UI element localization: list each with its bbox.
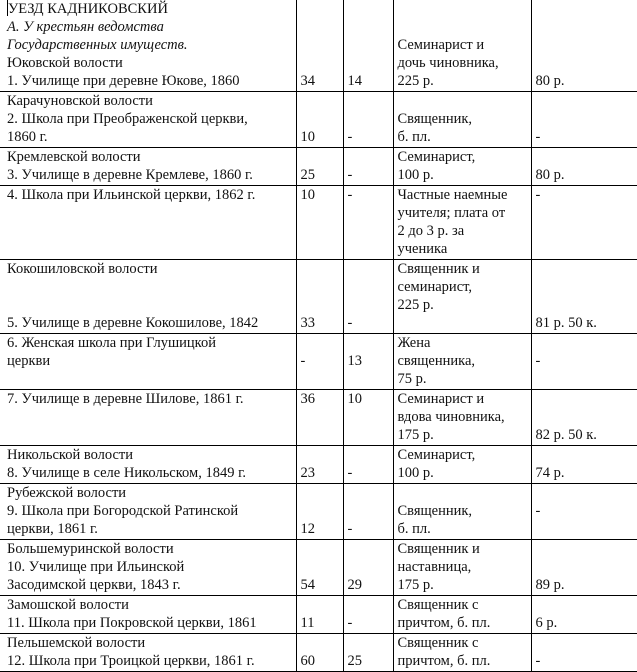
school-cell: Карачуновской волости 2. Школа при Преображенской церкви, 1860 г. bbox=[0, 92, 296, 148]
teacher-salary-cell: Священник с причтом, б. пл. bbox=[393, 634, 531, 672]
school-cell: 7. Училище в деревне Шилове, 1861 г. bbox=[0, 390, 296, 446]
girls-count-cell: 25 bbox=[343, 634, 393, 672]
teacher-salary-cell: Семинарист и вдова чиновника, 175 р. bbox=[393, 390, 531, 446]
table-row bbox=[0, 92, 637, 148]
teacher-salary-cell: Священник и наставница, 175 р. bbox=[393, 540, 531, 596]
teacher-salary-cell: Семинарист и дочь чиновника, 225 р. bbox=[393, 0, 531, 92]
table-row bbox=[0, 260, 637, 334]
maintenance-cost-cell: 80 р. bbox=[531, 0, 637, 92]
school-cell: Замошской волости 11. Школа при Покровской церкви, 1861 bbox=[0, 596, 296, 634]
teacher-salary-cell: Жена священника, 75 р. bbox=[393, 334, 531, 390]
table-row bbox=[0, 484, 637, 540]
girls-count-cell: - bbox=[343, 484, 393, 540]
table-row bbox=[0, 334, 637, 390]
maintenance-cost-cell: 74 р. bbox=[531, 446, 637, 484]
school-cell: Кремлевской волости 3. Училище в деревне Кремлеве, 1860 г. bbox=[0, 148, 296, 186]
school-cell: Пельшемской волости 12. Школа при Троицкой церкви, 1861 г. bbox=[0, 634, 296, 672]
maintenance-cost-cell: - bbox=[531, 484, 637, 540]
boys-count-cell: 33 bbox=[296, 260, 343, 334]
school-cell: Рубежской волости 9. Школа при Богородской Ратинской церкви, 1861 г. bbox=[0, 484, 296, 540]
maintenance-cost-cell: 80 р. bbox=[531, 148, 637, 186]
girls-count-cell: - bbox=[343, 148, 393, 186]
school-cell bbox=[0, 0, 296, 92]
district-title: УЕЗД КАДНИКОВСКИЙ bbox=[8, 1, 168, 17]
girls-count-cell: 10 bbox=[343, 390, 393, 446]
maintenance-cost-cell: 6 р. bbox=[531, 596, 637, 634]
boys-count-cell: 36 bbox=[296, 390, 343, 446]
table-row bbox=[0, 186, 637, 260]
boys-count-cell: 11 bbox=[296, 596, 343, 634]
girls-count-cell: - bbox=[343, 260, 393, 334]
boys-count-cell: 23 bbox=[296, 446, 343, 484]
table-row bbox=[0, 148, 637, 186]
teacher-salary-cell: Семинарист, 100 р. bbox=[393, 446, 531, 484]
girls-count-cell: 29 bbox=[343, 540, 393, 596]
teacher-salary-cell: Священник и семинарист, 225 р. bbox=[393, 260, 531, 334]
section-subtitle-2: Государственных имуществ. bbox=[7, 37, 188, 53]
school-cell: 6. Женская школа при Глушицкой церкви bbox=[0, 334, 296, 390]
cell-text: Юковской волости 1. Училище при деревне Юкове, 1860 bbox=[7, 55, 240, 89]
school-cell: Большемуринской волости 10. Училище при Ильинской Засодимской церкви, 1843 г. bbox=[0, 540, 296, 596]
boys-count-cell: 10 bbox=[296, 186, 343, 260]
table-row bbox=[0, 0, 637, 92]
table-row bbox=[0, 446, 637, 484]
maintenance-cost-cell: - bbox=[531, 334, 637, 390]
boys-count-cell: 54 bbox=[296, 540, 343, 596]
table-row bbox=[0, 540, 637, 596]
boys-count-cell: 60 bbox=[296, 634, 343, 672]
school-cell: 4. Школа при Ильинской церкви, 1862 г. bbox=[0, 186, 296, 260]
boys-count-cell: - bbox=[296, 334, 343, 390]
school-cell: Никольской волости 8. Училище в селе Никольском, 1849 г. bbox=[0, 446, 296, 484]
maintenance-cost-cell: 82 р. 50 к. bbox=[531, 390, 637, 446]
table-row bbox=[0, 596, 637, 634]
girls-count-cell: - bbox=[343, 596, 393, 634]
girls-count-cell: - bbox=[343, 446, 393, 484]
maintenance-cost-cell: 81 р. 50 к. bbox=[531, 260, 637, 334]
maintenance-cost-cell: 89 р. bbox=[531, 540, 637, 596]
boys-count-cell: 34 bbox=[296, 0, 343, 92]
girls-count-cell: - bbox=[343, 186, 393, 260]
teacher-salary-cell: Частные наемные учителя; плата от 2 до 3 р. за ученика bbox=[393, 186, 531, 260]
boys-count-cell: 10 bbox=[296, 92, 343, 148]
table-row bbox=[0, 390, 637, 446]
teacher-salary-cell: Священник, б. пл. bbox=[393, 484, 531, 540]
teacher-salary-cell: Священник с причтом, б. пл. bbox=[393, 596, 531, 634]
maintenance-cost-cell: - bbox=[531, 186, 637, 260]
girls-count-cell: 13 bbox=[343, 334, 393, 390]
boys-count-cell: 12 bbox=[296, 484, 343, 540]
school-cell: Кокошиловской волости 5. Училище в деревне Кокошилове, 1842 bbox=[0, 260, 296, 334]
section-subtitle: А. У крестьян ведомства bbox=[7, 19, 164, 35]
maintenance-cost-cell: - bbox=[531, 92, 637, 148]
teacher-salary-cell: Священник, б. пл. bbox=[393, 92, 531, 148]
maintenance-cost-cell: - bbox=[531, 634, 637, 672]
girls-count-cell: 14 bbox=[343, 0, 393, 92]
boys-count-cell: 25 bbox=[296, 148, 343, 186]
table-row bbox=[0, 634, 637, 672]
teacher-salary-cell: Семинарист, 100 р. bbox=[393, 148, 531, 186]
girls-count-cell: - bbox=[343, 92, 393, 148]
